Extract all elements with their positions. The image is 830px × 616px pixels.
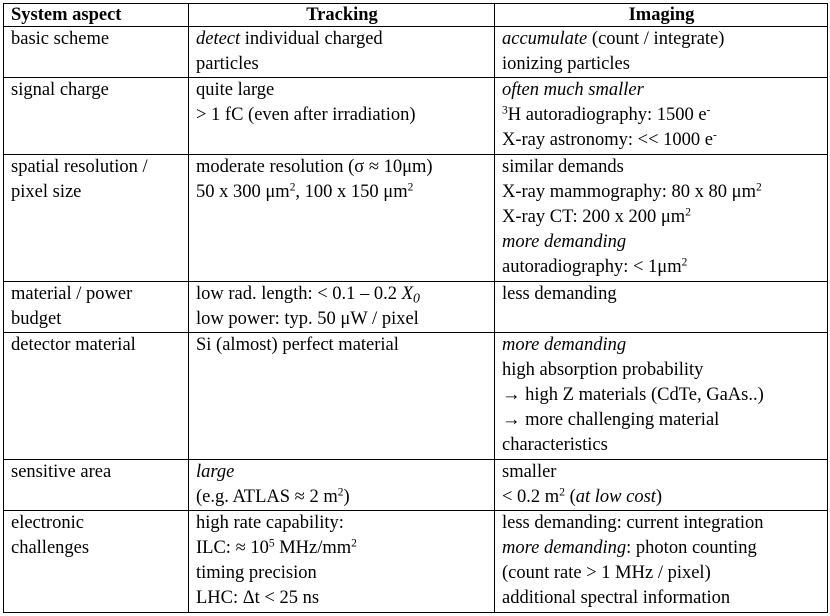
cell-line: [196, 307, 488, 332]
text-segment: → high Z materials (CdTe, GaAs..): [502, 385, 764, 406]
text-segment: timing precision: [196, 563, 317, 584]
text-segment: accumulate: [502, 29, 588, 49]
cell-line: signal charge: [11, 80, 109, 101]
aspect-cell: [4, 511, 189, 613]
cell-line: [502, 408, 821, 433]
text-segment: (count / integrate): [587, 29, 725, 49]
table-row: [4, 27, 828, 78]
cell-line: [502, 383, 821, 408]
text-segment: often much smaller: [502, 80, 644, 101]
text-segment: low rad. length: < 0.1 – 0.2: [196, 283, 402, 304]
text-segment: quite large: [196, 80, 275, 101]
text-segment: autoradiography: < 1μm: [502, 256, 682, 277]
cell-line: [502, 128, 821, 153]
text-segment: MHz/mm: [274, 538, 352, 559]
text-segment: 2: [337, 486, 344, 499]
cell-line: detector material: [11, 335, 136, 356]
text-segment: 2: [559, 486, 565, 499]
cell-line: [502, 586, 821, 611]
cell-line: [502, 536, 821, 561]
cell-line: [502, 485, 821, 510]
text-segment: 2: [407, 181, 414, 194]
imaging-cell: [495, 333, 828, 460]
cell-line: [502, 333, 821, 358]
text-segment: large: [196, 461, 235, 482]
tracking-cell: [189, 459, 495, 510]
text-segment: high rate capability:: [196, 513, 344, 534]
text-segment: -: [712, 130, 717, 143]
cell-line: [502, 78, 821, 103]
cell-line: [196, 155, 488, 180]
cell-line: material / power: [11, 283, 133, 304]
text-segment: → more challenging material: [502, 410, 720, 431]
text-segment: individual charged: [240, 29, 383, 49]
header-imaging: Imaging: [495, 4, 828, 27]
table-row: [4, 511, 828, 613]
cell-line: [502, 358, 821, 383]
cell-line: [502, 282, 821, 307]
table-row: [4, 78, 828, 155]
tracking-cell: [189, 511, 495, 613]
cell-line: spatial resolution /: [11, 156, 148, 177]
text-segment: high absorption probability: [502, 360, 704, 381]
cell-line: [502, 52, 821, 77]
text-segment: , 100 x 150 μm: [295, 181, 408, 202]
text-segment: < 0.2 m: [502, 486, 560, 507]
text-segment: 5: [268, 537, 275, 550]
text-segment: X-ray CT: 200 x 200 μm: [502, 206, 686, 227]
comparison-table: [3, 3, 828, 613]
cell-line: sensitive area: [11, 461, 112, 482]
table-row: [4, 281, 828, 332]
text-segment: smaller: [502, 461, 557, 482]
text-segment: ): [343, 486, 350, 507]
cell-line: [502, 561, 821, 586]
cell-line: [196, 561, 488, 586]
header-tracking: Tracking: [189, 4, 495, 27]
cell-line: [502, 511, 821, 536]
text-segment: 2: [685, 206, 691, 219]
text-segment: more demanding: [502, 335, 627, 356]
text-segment: less demanding: [502, 283, 617, 304]
cell-line: [196, 27, 488, 52]
cell-line: [196, 78, 488, 103]
table-body: [4, 27, 828, 613]
tracking-cell: [189, 154, 495, 281]
cell-line: [502, 460, 821, 485]
cell-line: challenges: [11, 538, 90, 559]
text-segment: 0: [413, 291, 420, 307]
text-segment: detect: [196, 29, 241, 49]
text-segment: X: [401, 283, 413, 304]
cell-line: pixel size: [11, 181, 82, 202]
cell-line: [196, 282, 488, 307]
text-segment: additional spectral information: [502, 588, 731, 609]
text-segment: moderate resolution (σ ≈ 10μm): [196, 156, 433, 177]
text-segment: low power: typ. 50 μW / pixel: [196, 308, 419, 329]
cell-line: [196, 180, 488, 205]
text-segment: 2: [289, 181, 296, 194]
imaging-cell: [495, 154, 828, 281]
cell-line: electronic: [11, 513, 84, 534]
imaging-cell: [495, 459, 828, 510]
aspect-cell: [4, 333, 189, 460]
imaging-cell: [495, 281, 828, 332]
text-segment: 2: [755, 181, 762, 194]
text-segment: more demanding: [502, 231, 627, 252]
table-row: [4, 459, 828, 510]
text-segment: ): [655, 486, 663, 507]
tracking-cell: [189, 333, 495, 460]
text-segment: ILC: ≈ 10: [196, 538, 269, 559]
imaging-cell: [495, 27, 828, 78]
cell-line: [196, 52, 488, 77]
imaging-cell: [495, 78, 828, 155]
aspect-cell: [4, 459, 189, 510]
text-segment: -: [706, 105, 711, 118]
header-row: [4, 4, 828, 27]
text-segment: particles: [196, 54, 259, 74]
text-segment: characteristics: [502, 435, 608, 456]
cell-line: [502, 433, 821, 458]
cell-line: [502, 230, 821, 255]
text-segment: 3: [502, 105, 508, 118]
text-segment: : photon counting: [626, 538, 757, 559]
text-segment: 50 x 300 μm: [196, 181, 290, 202]
aspect-cell: [4, 154, 189, 281]
text-segment: X-ray mammography: 80 x 80 μm: [502, 181, 756, 202]
text-segment: LHC: Δt < 25 ns: [196, 588, 320, 609]
cell-line: budget: [11, 308, 62, 329]
text-segment: (: [564, 486, 576, 507]
header-system-aspect: System aspect: [4, 4, 189, 27]
text-segment: > 1 fC (even after irradiation): [196, 105, 416, 126]
cell-line: [502, 155, 821, 180]
cell-line: [502, 205, 821, 230]
imaging-cell: [495, 511, 828, 613]
text-segment: H autoradiography: 1500 e: [507, 105, 707, 126]
text-segment: Si (almost) perfect material: [196, 335, 399, 356]
aspect-cell: [4, 281, 189, 332]
table-row: [4, 154, 828, 281]
text-segment: more demanding: [502, 538, 627, 559]
cell-line: [502, 103, 821, 128]
text-segment: ionizing particles: [502, 54, 630, 74]
text-segment: X-ray astronomy: << 1000 e: [502, 130, 713, 151]
cell-line: [196, 485, 488, 510]
cell-line: [502, 180, 821, 205]
text-segment: 2: [681, 256, 688, 269]
aspect-cell: [4, 78, 189, 155]
cell-line: [196, 333, 488, 358]
cell-line: [196, 586, 488, 611]
tracking-cell: [189, 78, 495, 155]
table-row: [4, 333, 828, 460]
text-segment: (count rate > 1 MHz / pixel): [502, 563, 711, 584]
cell-line: [196, 511, 488, 536]
cell-line: basic scheme: [11, 29, 110, 49]
cell-line: [196, 536, 488, 561]
aspect-cell: [4, 27, 189, 78]
text-segment: (e.g. ATLAS ≈ 2 m: [196, 486, 338, 507]
text-segment: similar demands: [502, 156, 624, 177]
cell-line: [196, 460, 488, 485]
cell-line: [502, 27, 821, 52]
tracking-cell: [189, 27, 495, 78]
text-segment: at low cost: [575, 486, 656, 507]
text-segment: less demanding: current integration: [502, 513, 764, 534]
cell-line: [196, 103, 488, 128]
text-segment: 2: [351, 537, 357, 550]
tracking-cell: [189, 281, 495, 332]
cell-line: [502, 255, 821, 280]
